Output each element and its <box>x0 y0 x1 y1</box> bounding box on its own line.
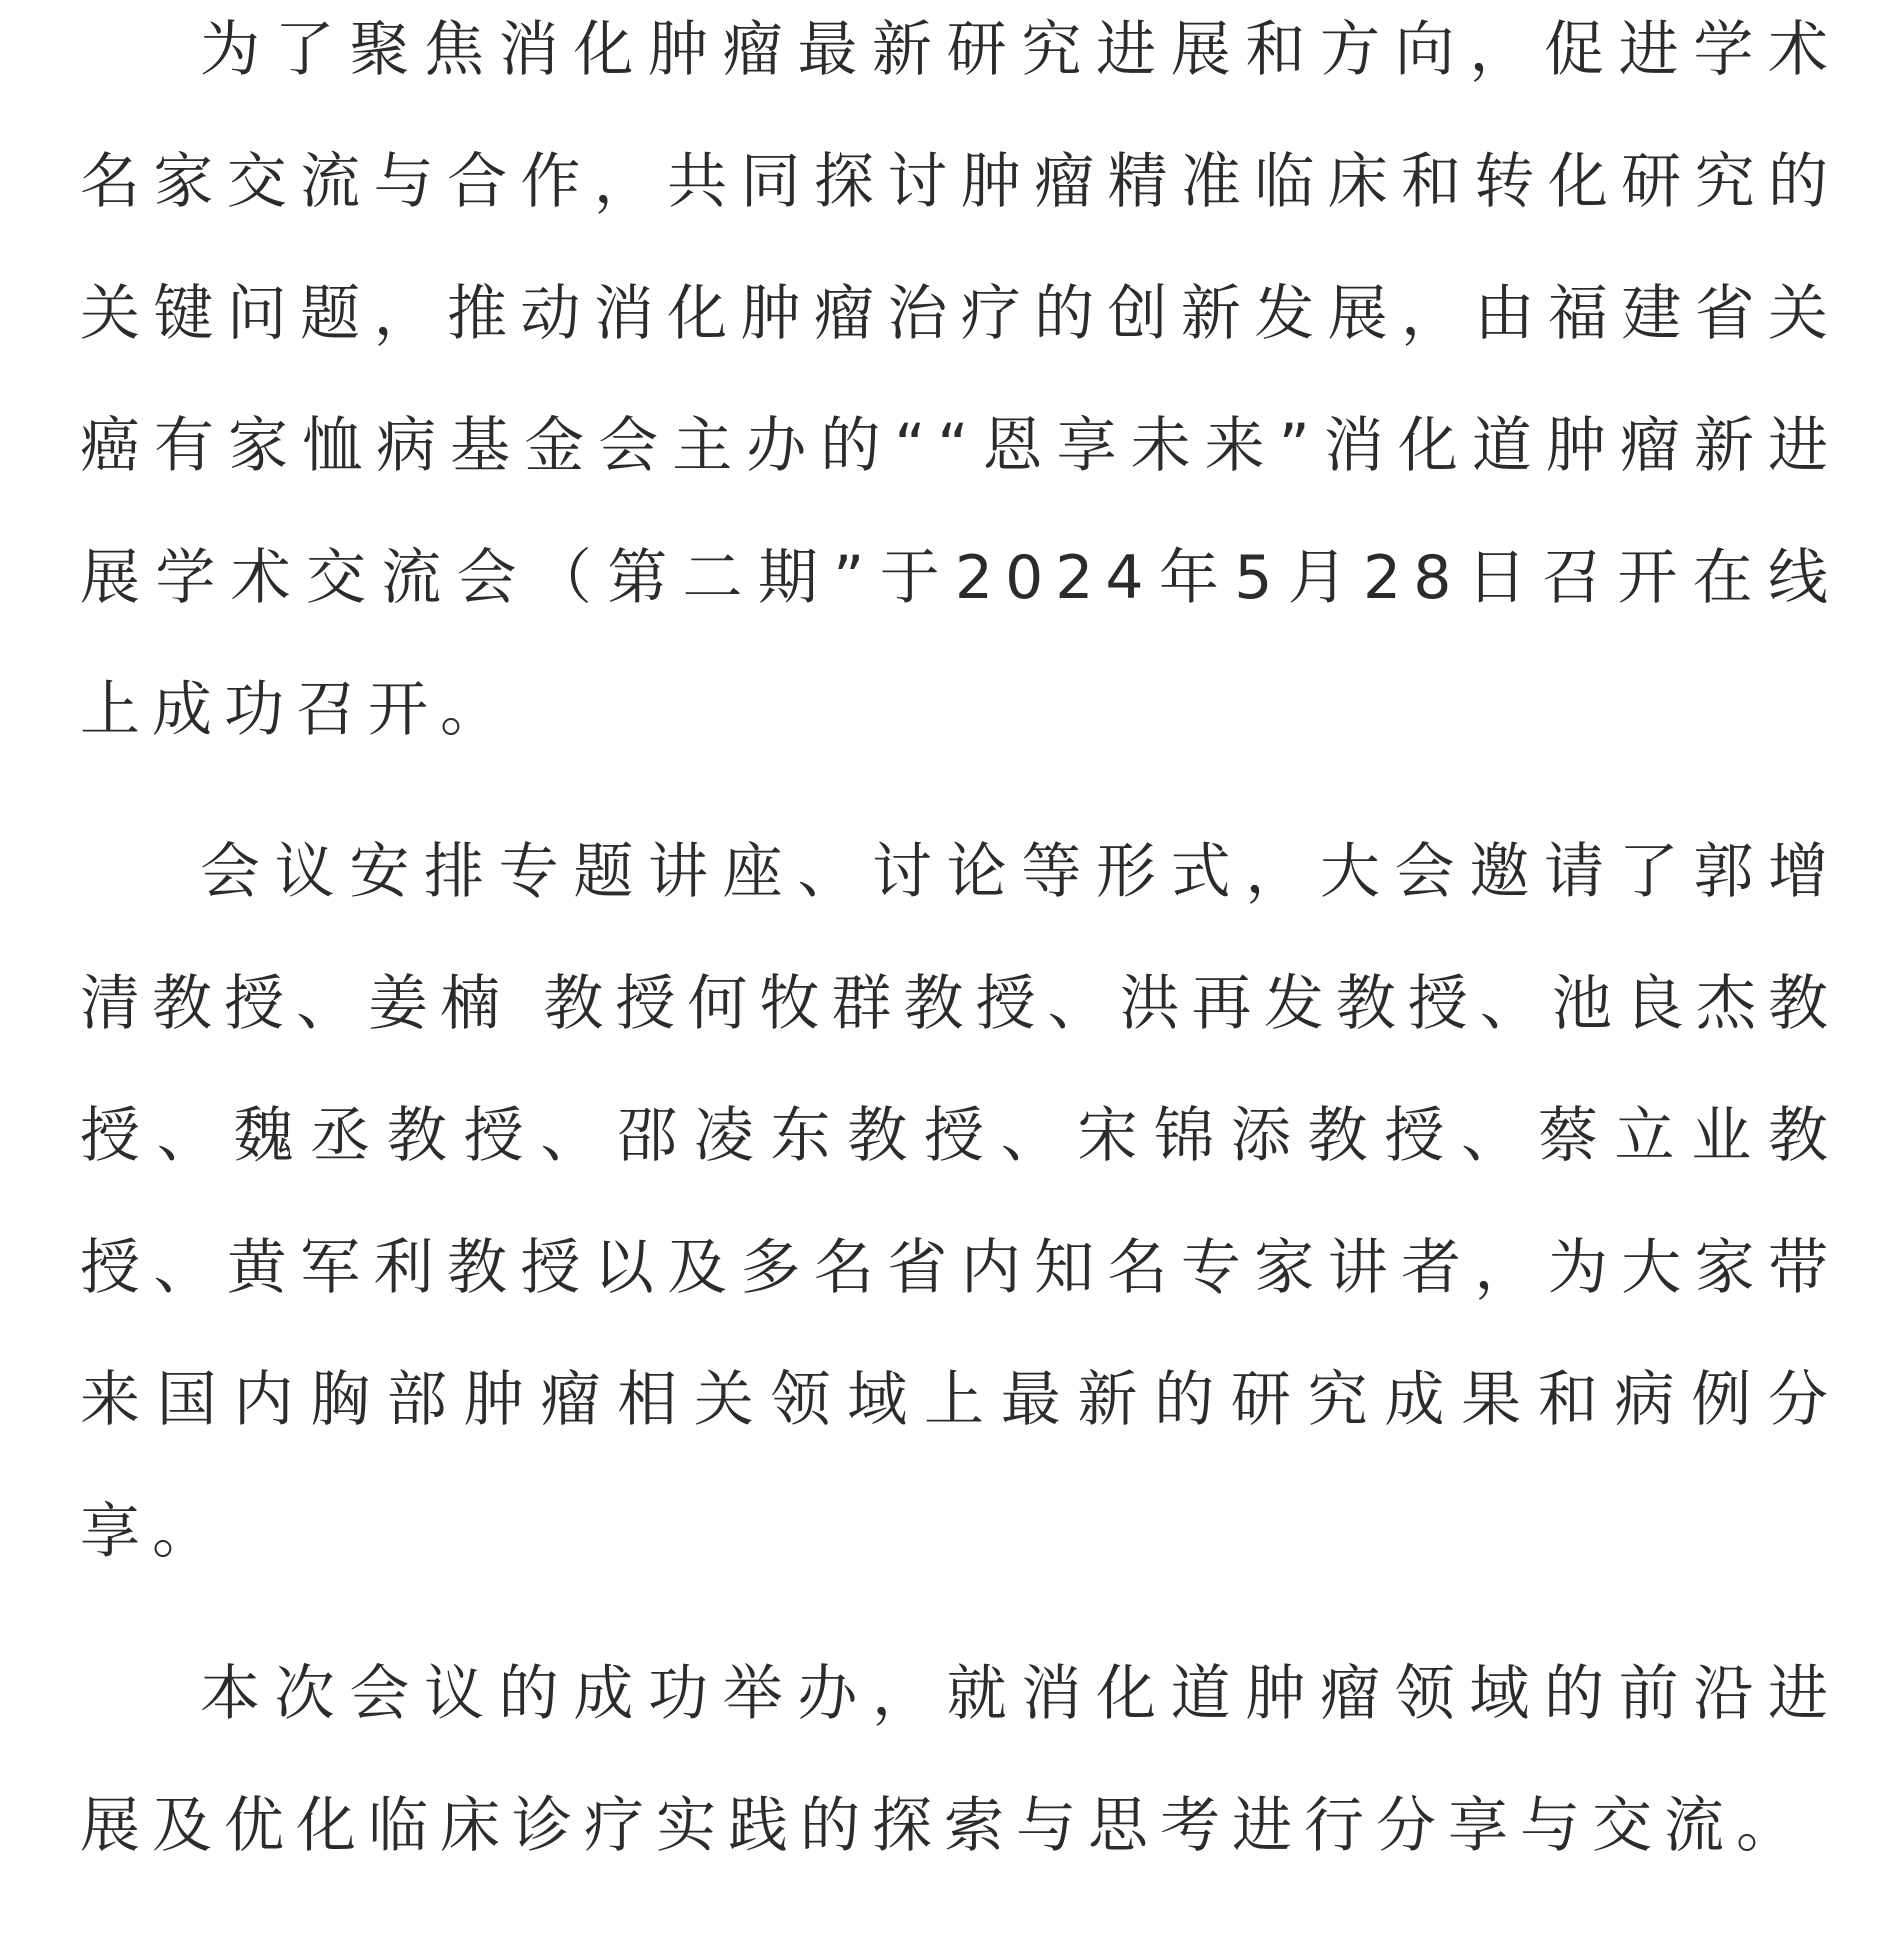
article-body <box>80 0 1840 1892</box>
paragraph-summary: 本次会议的成功举办，就消化道肿瘤领域的前沿进展及优化临床诊疗实践的探索与思考进行分享与交流。 <box>80 1659 1840 1861</box>
paragraph-intro: 为了聚焦消化肿瘤最新研究进展和方向，促进学术名家交流与合作，共同探讨肿瘤精准临床和转化研究的关键问题，推动消化肿瘤治疗的创新发展，由福建省关癌有家恤病基金会主办的““恩享未来”消化道肿瘤新进展学术交流会（第二期”于2024年5月28日召开在线上成功召开。 <box>80 15 1840 745</box>
paragraph-speakers: 会议安排专题讲座、讨论等形式，大会邀请了郭增清教授、姜楠 教授何牧群教授、洪再发教授、池良杰教授、魏丞教授、邵凌东教授、宋锦添教授、蔡立业教授、黄军利教授以及多名省内知名专家讲者，为大家带来国内胸部肿瘤相关领域上最新的研究成果和病例分享。 <box>80 837 1840 1567</box>
